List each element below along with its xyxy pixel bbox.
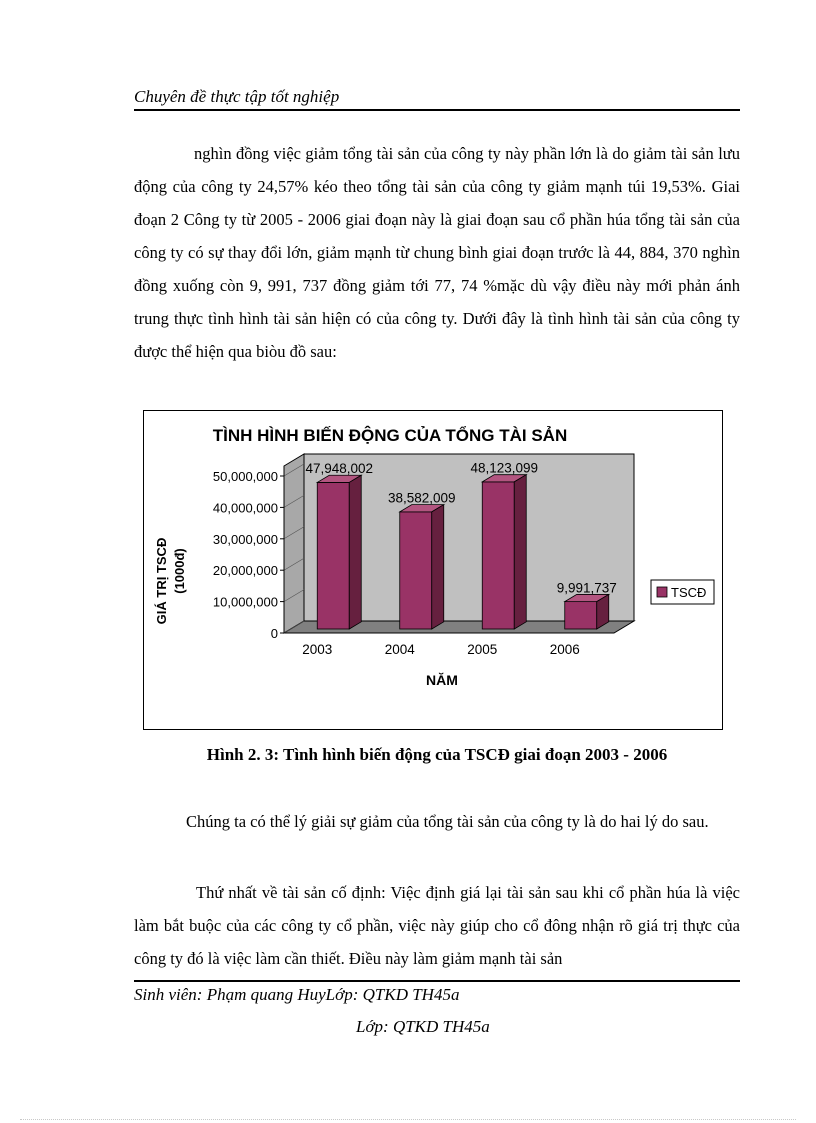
footer-class: Lớp: QTKD TH45a [356,1017,490,1036]
bar-side [432,505,444,629]
paragraph-intro [134,137,740,368]
legend [651,580,714,604]
y-axis-label [154,538,187,625]
x-tick-label: 2004 [384,642,415,657]
y-tick-label: 50,000,000 [212,469,278,484]
legend-label: TSCĐ [671,585,707,600]
side-wall [284,454,304,633]
bar [482,482,514,629]
legend-swatch [657,587,667,597]
paragraph-intro-text: nghìn đồng việc giảm tổng tài sản của công ty này phần lớn là do giảm tài sản lưu động của công ty 24,57% kéo theo tổng tài sản của công ty giảm mạnh túi 19,53%. Giai đoạn 2 Công ty từ 2005 - 2006 giai đoạn này là giai đoạn sau cổ phần húa tổng tài sản của công ty có sự thay đổi lớn, giảm mạnh từ chung bình giai đoạn trước là 44, 884, 370 nghìn đồng xuống còn 9, 991, 737 đồng giảm tới 77, 74 %mặc dù vậy điều này mới phản ánh trung thực tình hình tài sản hiện có của công ty. Dưới đây là tình hình tài sản của công ty được thể hiện qua biòu đồ sau: [134,144,740,361]
bar-value-label: 47,948,002 [305,461,374,477]
footer-rule [134,980,740,982]
y-tick-label: 20,000,000 [212,563,278,579]
paragraph-fixed-assets: Thứ nhất về tài sản cố định: Việc định giá lại tài sản sau khi cổ phần húa là việc làm bắt buộc của các công ty cổ phần, việc này giúp cho cổ đông nhận rõ giá trị thực của công ty đó là việc làm cần thiết. Điều này làm giảm mạnh tài sản [134,883,740,968]
header-rule [134,109,740,111]
chart-title: TÌNH HÌNH BIẾN ĐỘNG CỦA TỔNG TÀI SẢN [212,426,568,445]
bar-value-label: 9,991,737 [556,580,617,596]
page-header-title: Chuyên đề thực tập tốt nghiệp [134,87,340,106]
bar-value-label: 38,582,009 [387,490,456,506]
bar-side [349,475,361,629]
bar-side [514,475,526,629]
y-axis-ticks [213,466,284,641]
y-tick-label: 30,000,000 [212,531,278,547]
x-tick-label: 2006 [549,642,580,657]
bar [400,512,432,629]
bar-chart [144,411,722,729]
figure-caption: Hình 2. 3: Tình hình biến động của TSCĐ giai đoạn 2003 - 2006 [206,745,668,764]
paragraph-reasons: Chúng ta có thể lý giải sự giảm của tổng tài sản của công ty là do hai lý do sau. [186,812,709,831]
bar [317,482,349,629]
bar [565,602,597,629]
x-axis-ticks [302,642,580,657]
y-axis-unit: (1000đ) [172,548,187,594]
footer-student: Sinh viên: Phạm quang HuyLớp: QTKD TH45a [134,985,460,1004]
y-tick-label: 40,000,000 [212,500,278,516]
y-tick-label: 0 [270,626,278,641]
y-tick-label: 10,000,000 [212,594,278,610]
x-tick-label: 2005 [467,642,498,657]
bar-value-label: 48,123,099 [470,460,539,476]
chart-frame [143,410,723,730]
page-bottom-dots [20,1119,796,1120]
x-tick-label: 2003 [302,642,333,657]
y-axis-title: GIÁ TRỊ TSCĐ [154,537,169,625]
x-axis-title: NĂM [426,672,458,688]
